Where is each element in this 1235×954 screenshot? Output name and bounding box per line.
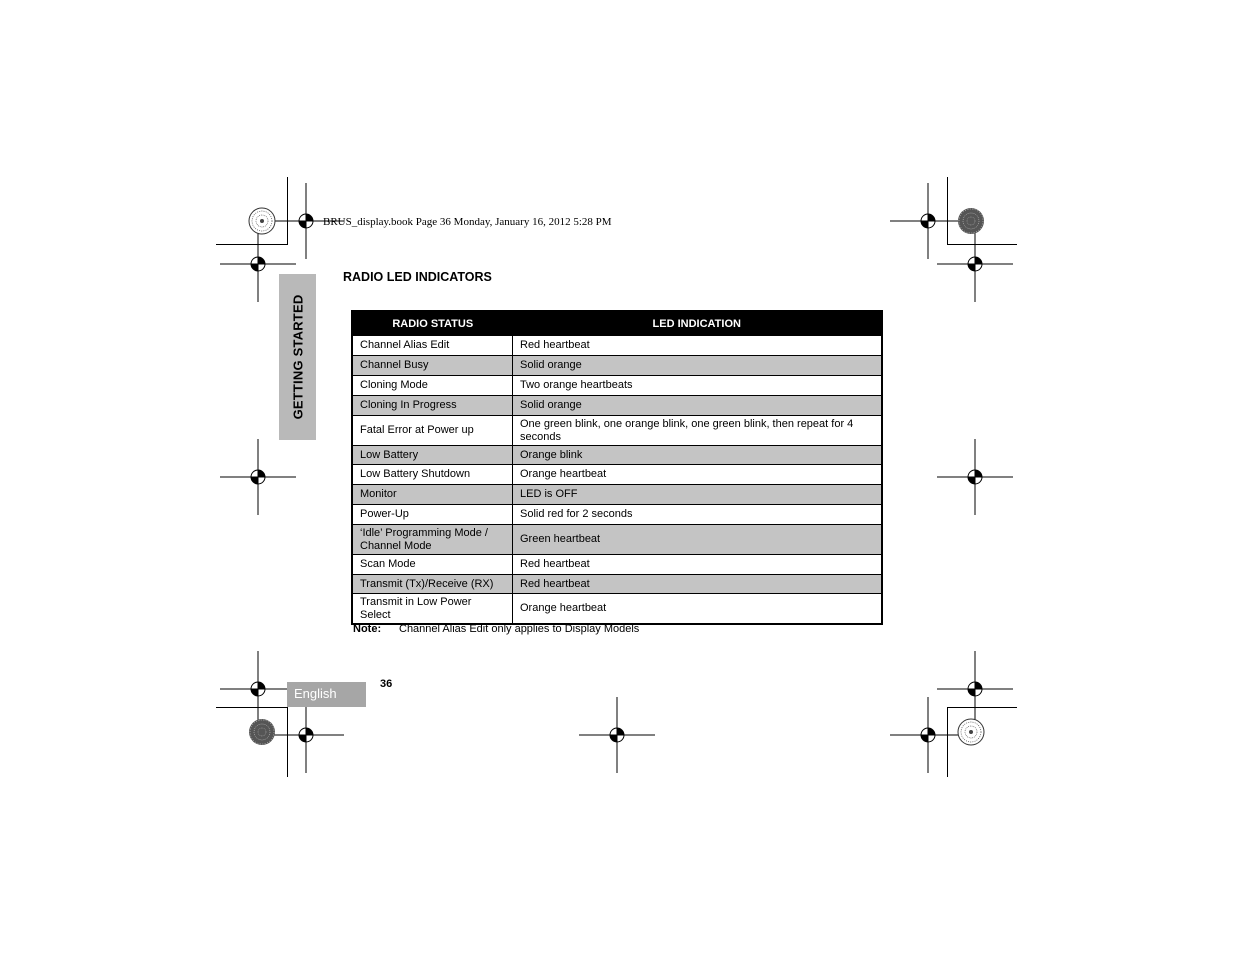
language-tab: [287, 682, 366, 707]
status-cell: Channel Busy: [352, 356, 513, 376]
crosshair-mark: [220, 439, 296, 515]
status-cell: Cloning Mode: [352, 376, 513, 396]
table-row: [352, 336, 882, 356]
led-cell: Red heartbeat: [513, 336, 883, 356]
led-cell: Solid orange: [513, 356, 883, 376]
led-cell: Orange heartbeat: [513, 594, 883, 625]
table-note: [353, 623, 639, 635]
status-cell: Channel Alias Edit: [352, 336, 513, 356]
led-cell: Solid red for 2 seconds: [513, 505, 883, 525]
table-row: [352, 575, 882, 594]
table-row: [352, 594, 882, 625]
table-row: [352, 555, 882, 575]
section-title: RADIO LED INDICATORS: [343, 270, 492, 284]
status-cell: Fatal Error at Power up: [352, 416, 513, 446]
column-header-led: LED INDICATION: [513, 311, 883, 336]
language-label: English: [294, 686, 337, 701]
crosshair-mark: [937, 226, 1013, 302]
led-cell: Solid orange: [513, 396, 883, 416]
crosshair-mark: [890, 697, 966, 773]
table-row: [352, 485, 882, 505]
led-cell: Orange heartbeat: [513, 465, 883, 485]
star-target-mark: [249, 208, 275, 234]
status-cell: Low Battery: [352, 446, 513, 465]
table-row: [352, 525, 882, 555]
side-section-tab: [279, 274, 316, 440]
note-text: Channel Alias Edit only applies to Display Models: [399, 623, 640, 635]
led-cell: Red heartbeat: [513, 555, 883, 575]
star-target-mark: [249, 719, 275, 745]
crosshair-mark: [937, 439, 1013, 515]
table-row: [352, 465, 882, 485]
side-tab-label: GETTING STARTED: [290, 294, 305, 420]
file-info-header: BRUS_display.book Page 36 Monday, January 16, 2012 5:28 PM: [323, 216, 612, 228]
status-cell: Cloning In Progress: [352, 396, 513, 416]
led-indicator-table: [351, 310, 883, 625]
table-row: [352, 446, 882, 465]
crosshair-mark: [220, 651, 296, 727]
led-cell: One green blink, one orange blink, one green blink, then repeat for 4 seconds: [513, 416, 883, 446]
status-cell: Scan Mode: [352, 555, 513, 575]
led-cell: Orange blink: [513, 446, 883, 465]
led-cell: Red heartbeat: [513, 575, 883, 594]
crosshair-mark: [268, 697, 344, 773]
page-number: 36: [380, 678, 393, 690]
crosshair-mark: [937, 651, 1013, 727]
star-target-mark: [958, 208, 984, 234]
table-row: [352, 416, 882, 446]
status-cell: Monitor: [352, 485, 513, 505]
crosshair-mark: [890, 183, 966, 259]
table-row: [352, 505, 882, 525]
status-cell: Transmit (Tx)/Receive (RX): [352, 575, 513, 594]
note-label: Note:: [353, 623, 382, 635]
table-row: [352, 376, 882, 396]
status-cell: Power-Up: [352, 505, 513, 525]
status-cell: Transmit in Low Power Select: [352, 594, 513, 625]
star-target-mark: [958, 719, 984, 745]
table-header-row: [352, 311, 882, 336]
status-cell: Low Battery Shutdown: [352, 465, 513, 485]
table-row: [352, 396, 882, 416]
table-row: [352, 356, 882, 376]
status-cell: ‘Idle’ Programming Mode / Channel Mode: [352, 525, 513, 555]
led-cell: Two orange heartbeats: [513, 376, 883, 396]
column-header-status: RADIO STATUS: [352, 311, 513, 336]
led-cell: Green heartbeat: [513, 525, 883, 555]
crosshair-mark: [579, 697, 655, 773]
led-cell: LED is OFF: [513, 485, 883, 505]
